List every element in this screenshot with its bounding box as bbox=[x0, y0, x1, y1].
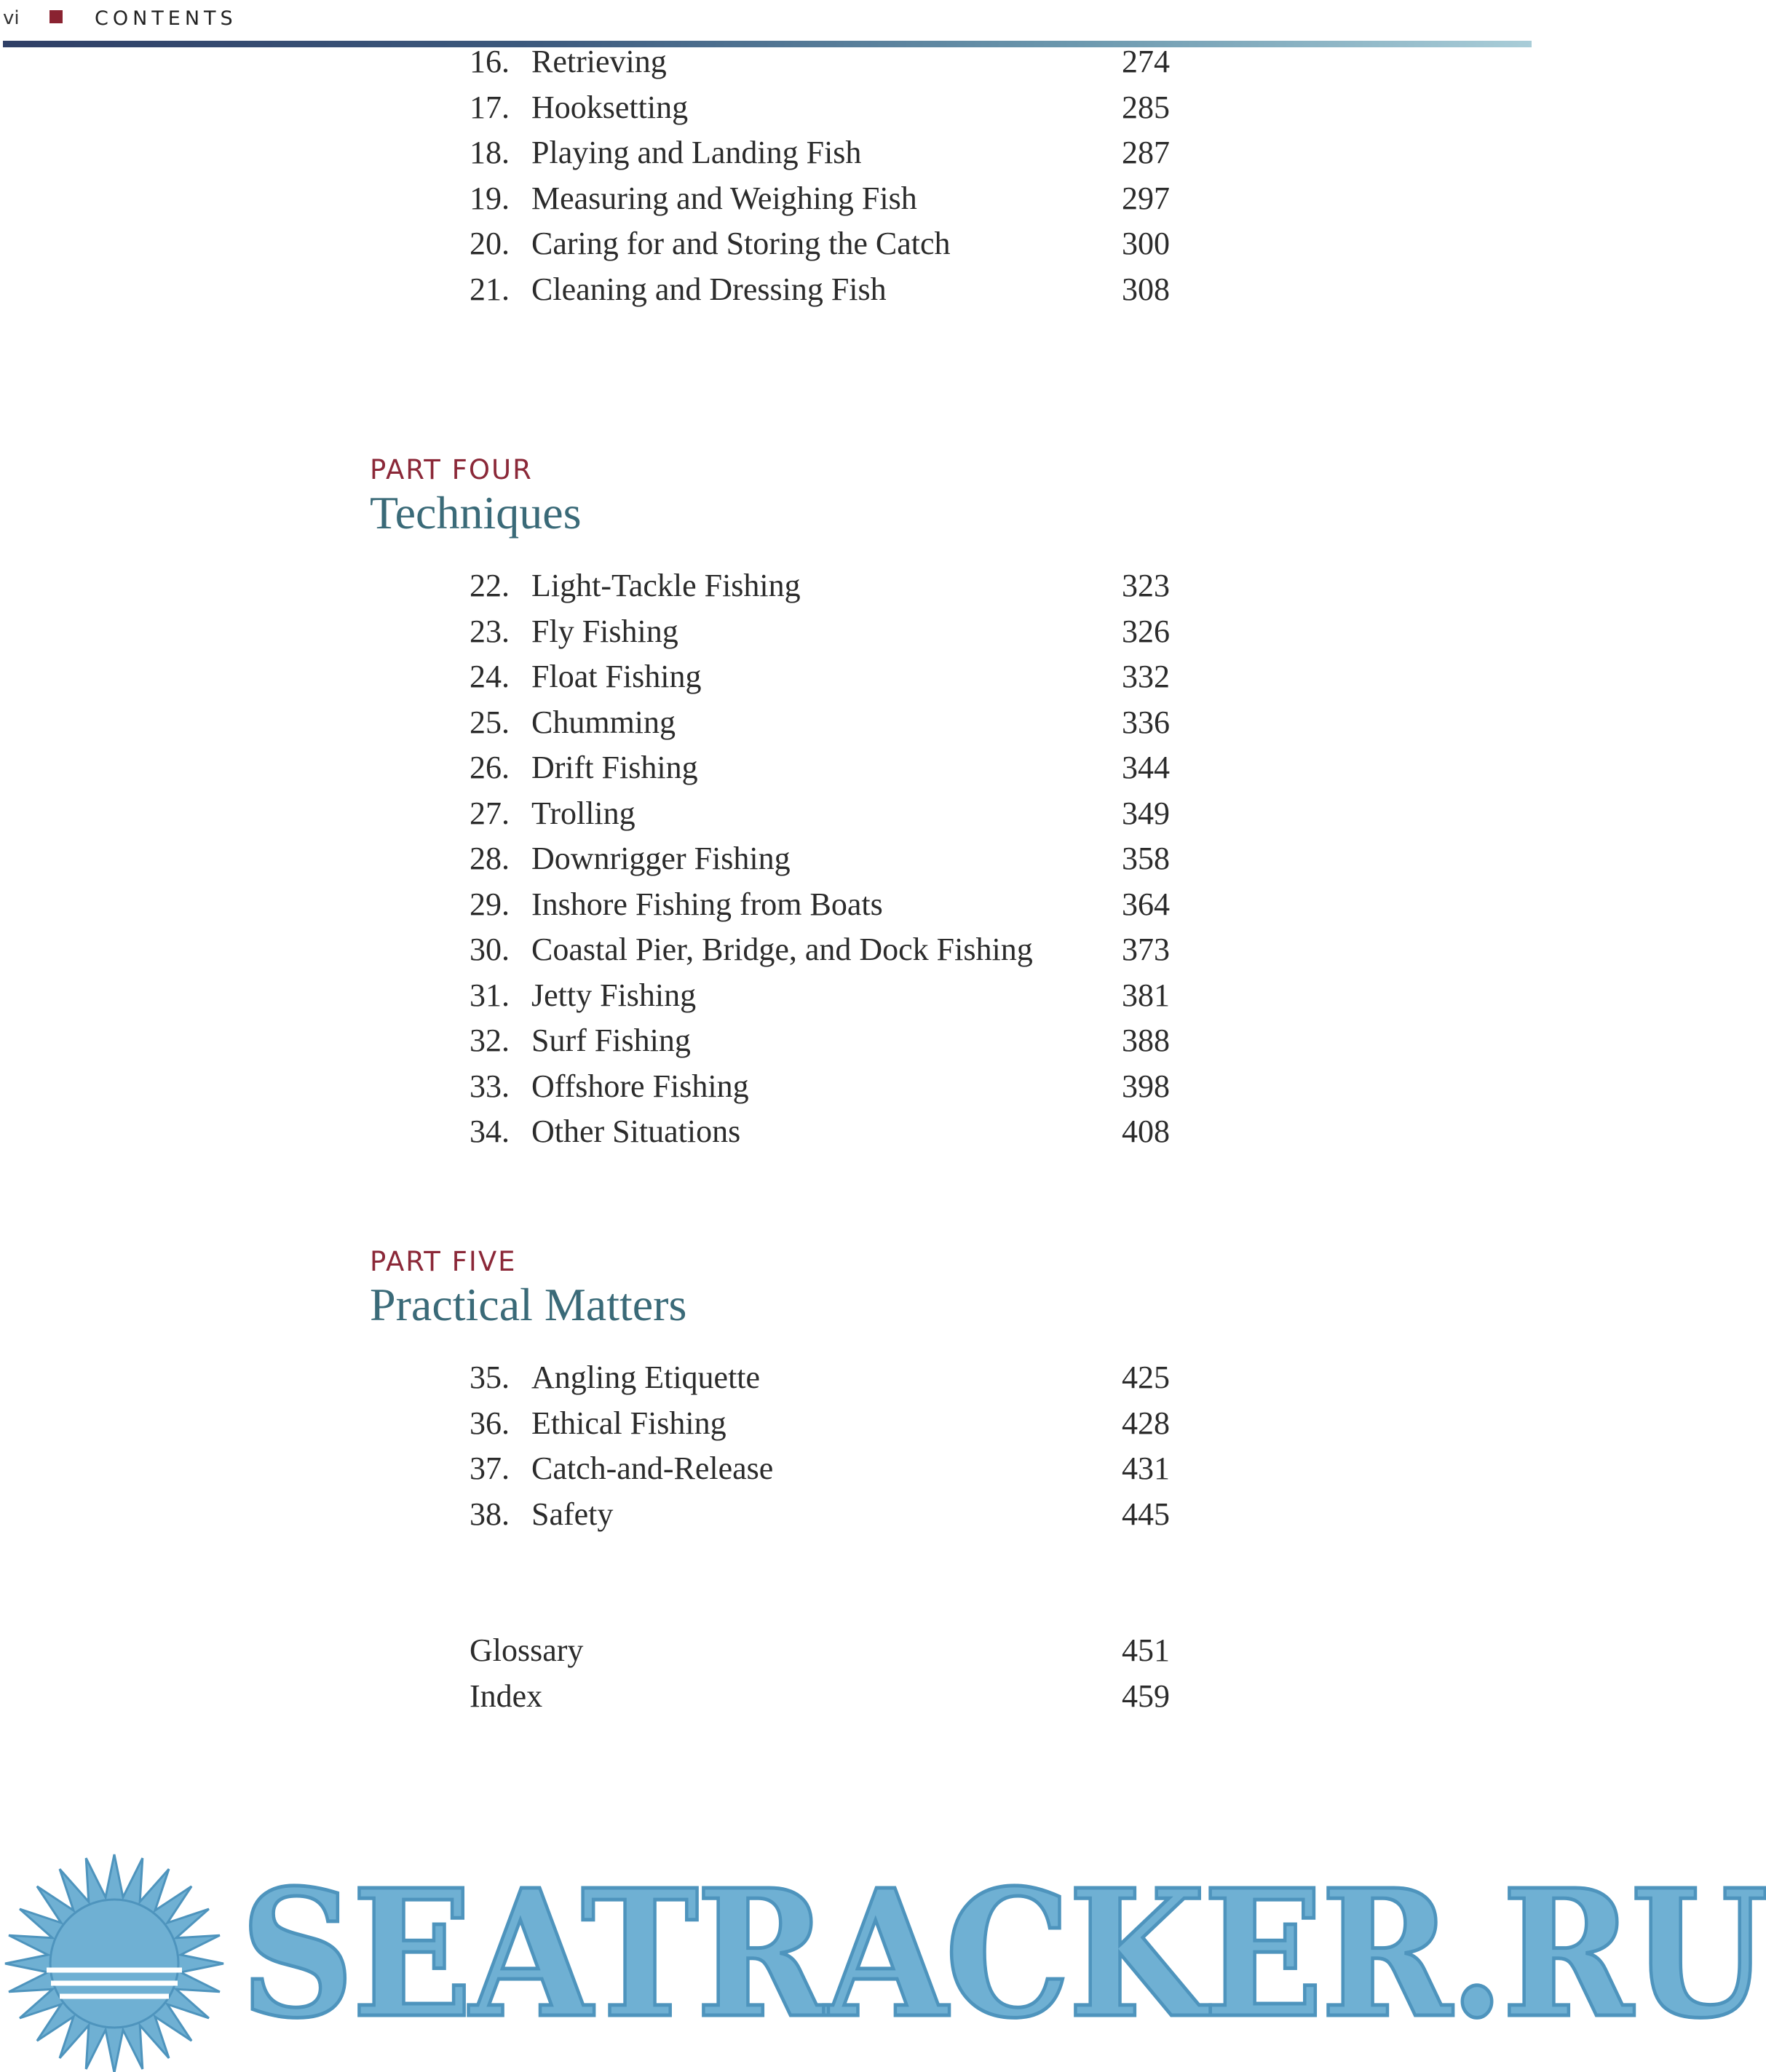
chapter-title: Retrieving bbox=[531, 44, 667, 79]
toc-entry[interactable] bbox=[0, 130, 1532, 176]
page-ref: 428 bbox=[1122, 1405, 1170, 1441]
chapter-number: 24. bbox=[470, 659, 510, 694]
chapter-title: Chumming bbox=[531, 704, 676, 740]
page-ref: 358 bbox=[1122, 841, 1170, 876]
chapter-title: Angling Etiquette bbox=[531, 1359, 761, 1395]
chapter-number: 21. bbox=[470, 271, 510, 307]
toc-entry[interactable] bbox=[0, 1492, 1532, 1538]
page-ref: 388 bbox=[1122, 1023, 1170, 1058]
sun-icon bbox=[0, 1845, 240, 2072]
toc-entry[interactable] bbox=[0, 1064, 1532, 1110]
chapter-title: Other Situations bbox=[531, 1114, 741, 1149]
toc-entry[interactable] bbox=[0, 267, 1532, 313]
toc-entry[interactable] bbox=[0, 1018, 1532, 1064]
toc-entry-glossary[interactable] bbox=[0, 1628, 1532, 1674]
page-ref: 408 bbox=[1122, 1114, 1170, 1149]
toc-list-part-five bbox=[0, 1355, 1532, 1537]
toc-entry[interactable] bbox=[0, 1109, 1532, 1155]
chapter-number: 29. bbox=[470, 886, 510, 922]
chapter-number: 23. bbox=[470, 613, 510, 649]
toc-entry-index[interactable] bbox=[0, 1674, 1532, 1720]
part-four-label: PART FOUR bbox=[370, 454, 533, 485]
page-number: vi bbox=[3, 7, 20, 29]
chapter-title: Light-Tackle Fishing bbox=[531, 568, 801, 603]
chapter-number: 22. bbox=[470, 568, 510, 603]
chapter-title: Surf Fishing bbox=[531, 1023, 691, 1058]
chapter-title: Playing and Landing Fish bbox=[531, 135, 862, 170]
chapter-title: Inshore Fishing from Boats bbox=[531, 886, 883, 922]
page-ref: 381 bbox=[1122, 977, 1170, 1013]
chapter-number: 38. bbox=[470, 1496, 510, 1532]
chapter-title: Trolling bbox=[531, 795, 635, 831]
part-five-label: PART FIVE bbox=[370, 1246, 517, 1277]
toc-entry[interactable] bbox=[0, 700, 1532, 746]
chapter-title: Downrigger Fishing bbox=[531, 841, 791, 876]
chapter-number: 26. bbox=[470, 750, 510, 785]
toc-entry[interactable] bbox=[0, 221, 1532, 267]
page-ref: 451 bbox=[1122, 1632, 1170, 1668]
page-ref: 425 bbox=[1122, 1359, 1170, 1395]
chapter-title: Fly Fishing bbox=[531, 613, 678, 649]
page-ref: 323 bbox=[1122, 568, 1170, 603]
toc-entry[interactable] bbox=[0, 791, 1532, 837]
page-ref: 297 bbox=[1122, 180, 1170, 216]
page-ref: 326 bbox=[1122, 613, 1170, 649]
chapter-number: 36. bbox=[470, 1405, 510, 1441]
chapter-title: Jetty Fishing bbox=[531, 977, 697, 1013]
chapter-number: 28. bbox=[470, 841, 510, 876]
toc-list-back-matter bbox=[0, 1628, 1532, 1719]
chapter-number: 17. bbox=[470, 89, 510, 125]
chapter-number: 35. bbox=[470, 1359, 510, 1395]
page-ref: 285 bbox=[1122, 89, 1170, 125]
chapter-number: 32. bbox=[470, 1023, 510, 1058]
chapter-number: 20. bbox=[470, 226, 510, 261]
page-ref: 344 bbox=[1122, 750, 1170, 785]
watermark-text: SEATRACKER.RU bbox=[240, 1851, 1766, 2057]
chapter-title: Measuring and Weighing Fish bbox=[531, 180, 917, 216]
chapter-number: 30. bbox=[470, 932, 510, 967]
page-ref: 364 bbox=[1122, 886, 1170, 922]
back-matter-title: Index bbox=[470, 1678, 543, 1714]
chapter-title: Caring for and Storing the Catch bbox=[531, 226, 951, 261]
toc-entry[interactable] bbox=[0, 654, 1532, 700]
chapter-title: Coastal Pier, Bridge, and Dock Fishing bbox=[531, 932, 1033, 967]
chapter-title: Offshore Fishing bbox=[531, 1068, 749, 1104]
toc-entry[interactable] bbox=[0, 882, 1532, 928]
toc-entry[interactable] bbox=[0, 1355, 1532, 1401]
part-four-title: Techniques bbox=[370, 487, 582, 539]
page-ref: 398 bbox=[1122, 1068, 1170, 1104]
page-ref: 336 bbox=[1122, 704, 1170, 740]
toc-entry[interactable] bbox=[0, 745, 1532, 791]
toc-entry[interactable] bbox=[0, 1446, 1532, 1492]
chapter-title: Cleaning and Dressing Fish bbox=[531, 271, 887, 307]
chapter-number: 27. bbox=[470, 795, 510, 831]
chapter-title: Float Fishing bbox=[531, 659, 702, 694]
toc-entry[interactable] bbox=[0, 39, 1532, 85]
page-ref: 332 bbox=[1122, 659, 1170, 694]
toc-entry[interactable] bbox=[0, 927, 1532, 973]
toc-entry[interactable] bbox=[0, 836, 1532, 882]
page-ref: 300 bbox=[1122, 226, 1170, 261]
chapter-title: Safety bbox=[531, 1496, 614, 1532]
page-ref: 274 bbox=[1122, 44, 1170, 79]
chapter-number: 25. bbox=[470, 704, 510, 740]
page-ref: 459 bbox=[1122, 1678, 1170, 1714]
chapter-title: Drift Fishing bbox=[531, 750, 698, 785]
toc-entry[interactable] bbox=[0, 609, 1532, 655]
toc-entry[interactable] bbox=[0, 563, 1532, 609]
chapter-title: Hooksetting bbox=[531, 89, 689, 125]
page-ref: 287 bbox=[1122, 135, 1170, 170]
part-five-title: Practical Matters bbox=[370, 1279, 687, 1330]
toc-entry[interactable] bbox=[0, 1401, 1532, 1447]
running-head: CONTENTS bbox=[95, 7, 237, 30]
toc-entry[interactable] bbox=[0, 85, 1532, 131]
chapter-title: Catch-and-Release bbox=[531, 1450, 774, 1486]
chapter-number: 33. bbox=[470, 1068, 510, 1104]
square-marker-icon bbox=[50, 10, 63, 23]
toc-list-part-three bbox=[0, 39, 1532, 312]
chapter-number: 31. bbox=[470, 977, 510, 1013]
chapter-number: 19. bbox=[470, 180, 510, 216]
page-ref: 373 bbox=[1122, 932, 1170, 967]
page-ref: 445 bbox=[1122, 1496, 1170, 1532]
toc-entry[interactable] bbox=[0, 973, 1532, 1019]
toc-entry[interactable] bbox=[0, 176, 1532, 222]
chapter-title: Ethical Fishing bbox=[531, 1405, 726, 1441]
back-matter-title: Glossary bbox=[470, 1632, 584, 1668]
chapter-number: 34. bbox=[470, 1114, 510, 1149]
page-ref: 431 bbox=[1122, 1450, 1170, 1486]
page-ref: 308 bbox=[1122, 271, 1170, 307]
chapter-number: 16. bbox=[470, 44, 510, 79]
chapter-number: 18. bbox=[470, 135, 510, 170]
page-ref: 349 bbox=[1122, 795, 1170, 831]
chapter-number: 37. bbox=[470, 1450, 510, 1486]
toc-list-part-four bbox=[0, 563, 1532, 1155]
